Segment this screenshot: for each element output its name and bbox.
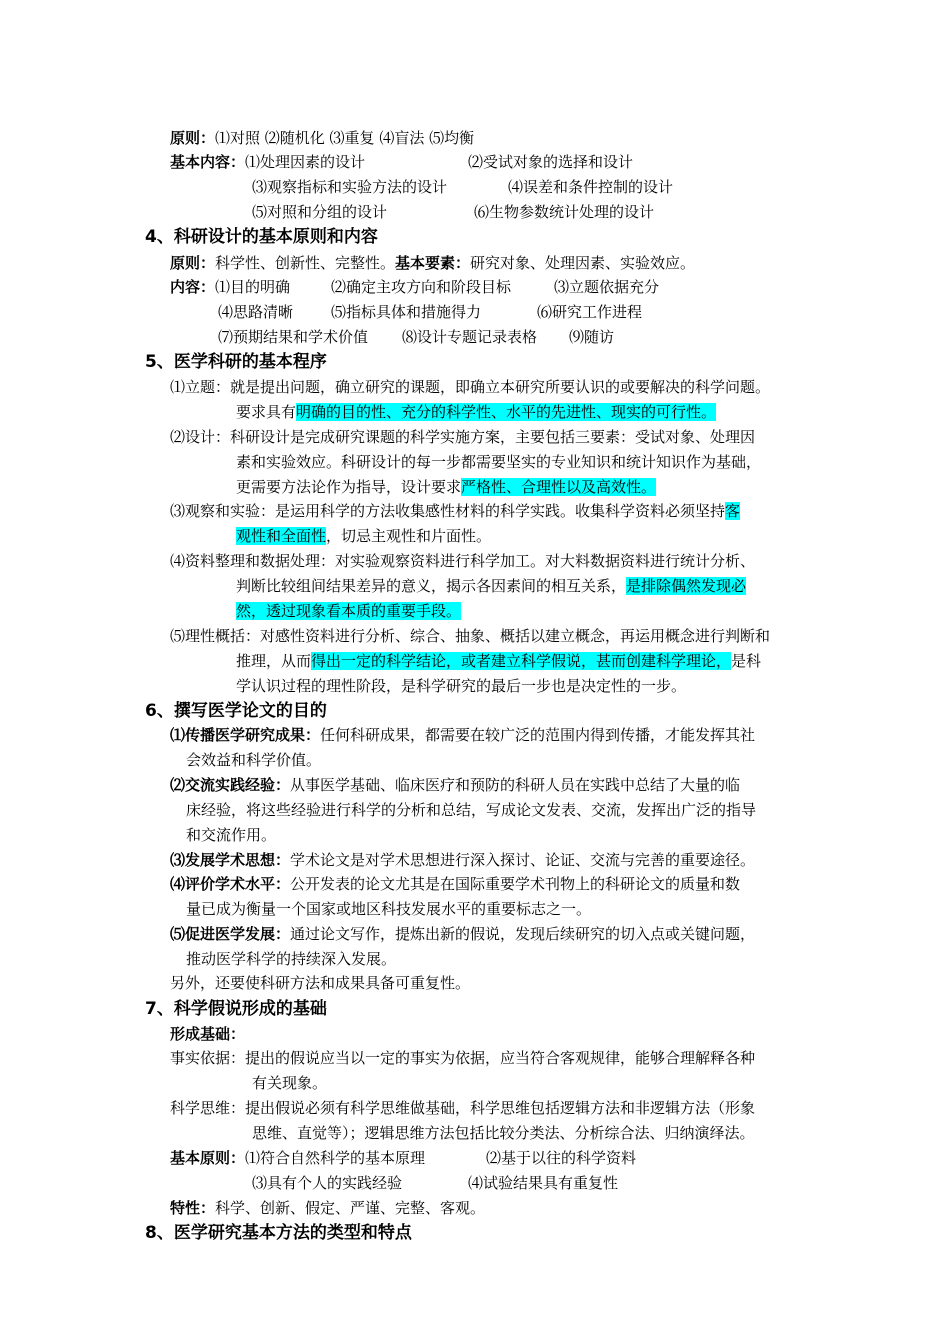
s7-think-line-1: 科学思维：提出假说必须有科学思维做基础，科学思维包括逻辑方法和非逻辑方法（形象 [170, 1099, 756, 1117]
s6-item-3-line-1 [170, 849, 755, 871]
s6-heading: 6、撰写医学论文的目的 [145, 701, 327, 721]
s7-pr2: ⑵基于以往的科学资料 [486, 1149, 637, 1167]
s3-principles-text: ⑴对照 ⑵随机化 ⑶重复 ⑷盲法 ⑸均衡 [215, 129, 475, 147]
s5-p5-highlight: 得出一定的科学结论，或者建立科学假说，甚而创建科学理论， [311, 652, 732, 670]
s4-heading: 4、科研设计的基本原则和内容 [145, 227, 378, 247]
s5-p1-highlight: 明确的目的性、充分的科学性、水平的先进性、现实的可行性。 [296, 403, 717, 421]
s7-heading: 7、科学假说形成的基础 [145, 999, 327, 1019]
s4-c3: ⑶立题依据充分 [554, 278, 660, 296]
s4-c7: ⑺预期结果和学术价值 [218, 328, 369, 346]
s6-item-5-line-1 [170, 923, 755, 945]
s6-item-1-text: 任何科研成果，都需要在较广泛的范围内得到传播，才能发挥其社 [320, 726, 756, 744]
s5-p3-line-2 [236, 525, 491, 547]
s7-pr1: ⑴符合自然科学的基本原理 [245, 1149, 426, 1167]
s7-pr3: ⑶具有个人的实践经验 [252, 1174, 403, 1192]
s5-p1-line-2 [236, 401, 716, 423]
s5-p4-line-2 [236, 575, 746, 597]
s7-principle-label: 基本原则： [170, 1149, 246, 1167]
s4-content-line-1 [170, 276, 290, 298]
s4-elements-text: 研究对象、处理因素、实验效应。 [470, 254, 696, 272]
s3-principles-label: 原则： [170, 129, 216, 147]
s6-item-5-label: ⑸促进医学发展： [170, 925, 291, 943]
s4-c9: ⑼随访 [569, 328, 615, 346]
s5-p5-line-1: ⑸理性概括：对感性资料进行分析、综合、抽象、概括以建立概念，再运用概念进行判断和 [170, 627, 771, 645]
s3-content-4: ⑷误差和条件控制的设计 [508, 178, 674, 196]
s6-item-2-label: ⑵交流实践经验： [170, 776, 291, 794]
s7-basis-label [170, 1023, 245, 1045]
s5-p4-highlight-2: 然，透过现象看本质的重要手段。 [236, 602, 462, 620]
s6-extra: 另外，还要使科研方法和成果具备可重复性。 [170, 974, 471, 992]
s6-item-1-line-1 [170, 724, 755, 746]
s5-p5-line-2 [236, 650, 761, 672]
s5-p3-line-1-text: ⑶观察和实验：是运用科学的方法收集感性材料的科学实践。收集科学资料必须坚持 [170, 502, 726, 520]
s4-c2: ⑵确定主攻方向和阶段目标 [331, 278, 512, 296]
s5-p3-highlight-2: 观性和全面性 [236, 527, 327, 545]
s4-principles-text: 科学性、创新性、完整性。 [215, 254, 396, 272]
s5-p1-line-2-text: 要求具有 [236, 403, 297, 421]
s3-principles-line [170, 127, 474, 149]
s7-feature-label: 特性： [170, 1199, 216, 1217]
s3-content-3: ⑶观察指标和实验方法的设计 [252, 178, 448, 196]
s7-principle-line-1 [170, 1147, 425, 1169]
s6-item-4-text: 公开发表的论文尤其是在国际重要学术刊物上的科研论文的质量和数 [290, 875, 741, 893]
s7-basis-label-text: 形成基础： [170, 1025, 246, 1043]
s5-heading: 5、医学科研的基本程序 [145, 352, 327, 372]
s3-content-label: 基本内容： [170, 153, 246, 171]
s3-content-1: ⑴处理因素的设计 [245, 153, 366, 171]
s6-item-2-line-3: 和交流作用。 [186, 826, 277, 844]
s4-c8: ⑻设计专题记录表格 [402, 328, 538, 346]
s4-content-label: 内容： [170, 278, 216, 296]
s4-elements-label: 基本要素： [395, 254, 471, 272]
s6-item-4-line-1 [170, 873, 740, 895]
s4-c4: ⑷思路清晰 [218, 303, 294, 321]
s6-item-2-line-1 [170, 774, 740, 796]
s5-p2-line-3 [236, 476, 656, 498]
s6-item-5-line-2: 推动医学科学的持续深入发展。 [186, 950, 397, 968]
s6-item-5-text: 通过论文写作，提炼出新的假说，发现后续研究的切入点或关键问题， [290, 925, 756, 943]
s8-heading: 8、医学研究基本方法的类型和特点 [145, 1223, 412, 1243]
s5-p4-line-2-text: 判断比较组间结果差异的意义，揭示各因素间的相互关系， [236, 577, 627, 595]
s6-item-4-label: ⑷评价学术水平： [170, 875, 291, 893]
s4-c6: ⑹研究工作进程 [537, 303, 643, 321]
s3-content-6: ⑹生物参数统计处理的设计 [474, 203, 655, 221]
s6-item-1-line-2: 会效益和科学价值。 [186, 751, 322, 769]
s7-feature-line [170, 1197, 485, 1219]
s6-item-2-line-2: 床经验，将这些经验进行科学的分析和总结，写成论文发表、交流，发挥出广泛的指导 [186, 801, 757, 819]
s6-item-3-text: 学术论文是对学术思想进行深入探讨、论证、交流与完善的重要途径。 [290, 851, 756, 869]
s5-p2-highlight: 严格性、合理性以及高效性。 [461, 478, 657, 496]
s6-item-2-text: 从事医学基础、临床医疗和预防的科研人员在实践中总结了大量的临 [290, 776, 741, 794]
s6-item-3-label: ⑶发展学术思想： [170, 851, 291, 869]
s4-c5: ⑸指标具体和措施得力 [331, 303, 482, 321]
s5-p1-line-1: ⑴立题：就是提出问题，确立研究的课题，即确立本研究所要认识的或要解决的科学问题。 [170, 378, 771, 396]
s6-item-4-line-2: 量已成为衡量一个国家或地区科技发展水平的重要标志之一。 [186, 900, 592, 918]
s5-p4-highlight-1: 是排除偶然发现必 [626, 577, 747, 595]
s5-p3-line-1 [170, 500, 740, 522]
s7-fact-line-1: 事实依据：提出的假说应当以一定的事实为依据，应当符合客观规律，能够合理解释各种 [170, 1049, 756, 1067]
s3-content-2: ⑵受试对象的选择和设计 [468, 153, 634, 171]
s4-c1: ⑴目的明确 [215, 278, 291, 296]
s4-principles-label: 原则： [170, 254, 216, 272]
s5-p5-line-3: 学认识过程的理性阶段，是科学研究的最后一步也是决定性的一步。 [236, 677, 687, 695]
s7-pr4: ⑷试验结果具有重复性 [468, 1174, 619, 1192]
s3-content-5: ⑸对照和分组的设计 [252, 203, 388, 221]
s5-p4-line-3 [236, 600, 461, 622]
s5-p4-line-1: ⑷资料整理和数据处理：对实验观察资料进行科学加工。对大料数据资料进行统计分析、 [170, 552, 756, 570]
s3-content-line-1 [170, 151, 365, 173]
s7-fact-line-2: 有关现象。 [252, 1074, 328, 1092]
s7-feature-text: 科学、创新、假定、严谨、完整、客观。 [215, 1199, 486, 1217]
s5-p2-line-1: ⑵设计：科研设计是完成研究课题的科学实施方案，主要包括三要素：受试对象、处理因 [170, 428, 756, 446]
s5-p3-highlight-1: 客 [725, 502, 741, 520]
s5-p2-line-3-text: 更需要方法论作为指导，设计要求 [236, 478, 462, 496]
s5-p3-line-2-text: ，切忌主观性和片面性。 [326, 527, 492, 545]
s6-item-1-label: ⑴传播医学研究成果： [170, 726, 321, 744]
s5-p5-line-2-text-a: 推理，从而 [236, 652, 312, 670]
s7-think-line-2: 思维、直觉等）；逻辑思维方法包括比较分类法、分析综合法、归纳演绎法。 [252, 1124, 755, 1142]
s5-p2-line-2: 素和实验效应。科研设计的每一步都需要坚实的专业知识和统计知识作为基础， [236, 453, 762, 471]
s4-principles-line [170, 252, 695, 274]
s5-p5-line-2-text-b: 是科 [731, 652, 762, 670]
